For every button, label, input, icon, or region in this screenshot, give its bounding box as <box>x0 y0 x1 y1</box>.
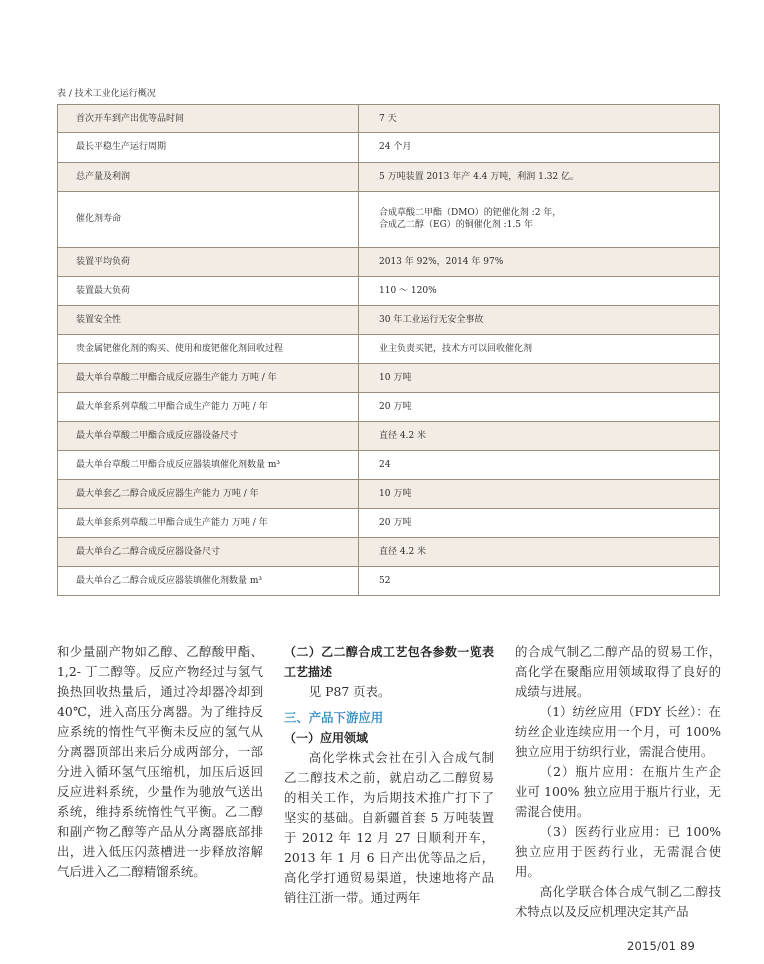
paragraph: 见 P87 页表。 <box>308 684 391 699</box>
row-value: 7 天 <box>359 105 720 133</box>
table-row <box>58 105 719 133</box>
section-heading: 三、产品下游应用 <box>284 710 384 725</box>
paragraph: （2）瓶片应用：在瓶片生产企业可 100% 独立应用于瓶片行业，无需混合使用。 <box>515 764 721 819</box>
row-value: 2013 年 92%，2014 年 97% <box>359 247 720 276</box>
table-row <box>58 451 719 480</box>
row-label: 催化剂寿命 <box>58 191 359 247</box>
row-label: 最大单台乙二醇合成反应器装填催化剂数量 m³ <box>58 567 359 595</box>
subsection-heading: （一）应用领域 <box>284 731 369 745</box>
row-label: 最大单台草酸二甲酯合成反应器设备尺寸 <box>58 422 359 451</box>
table-row <box>58 247 719 276</box>
paragraph: 的合成气制乙二醇产品的贸易工作，高化学在聚酯应用领域取得了良好的成绩与进展。 <box>515 644 721 699</box>
row-value-line: 合成乙二醇（EG）的铜催化剂 :1.5 年 <box>379 220 533 231</box>
row-label: 最大单台乙二醇合成反应器设备尺寸 <box>58 538 359 567</box>
paragraph: 高化学联合体合成气制乙二醇技术特点以及反应机理决定其产品 <box>515 884 721 919</box>
table-row <box>58 392 719 421</box>
row-value: 20 万吨 <box>359 509 720 538</box>
row-value <box>359 191 720 247</box>
row-value: 直径 4.2 米 <box>359 422 720 451</box>
row-value: 110 ～ 120% <box>359 276 720 305</box>
row-value: 20 万吨 <box>359 392 720 421</box>
row-value-line: 合成草酸二甲酯（DMO）的钯催化剂 :2 年， <box>379 208 562 219</box>
paragraph: （3）医药行业应用：已 100% 独立应用于医药行业，无需混合使用。 <box>515 824 721 879</box>
row-label: 最大单台草酸二甲酯合成反应器装填催化剂数量 m³ <box>58 451 359 480</box>
table-row <box>58 133 719 162</box>
table-row <box>58 422 719 451</box>
table-row <box>58 363 719 392</box>
text-column-3 <box>515 642 721 922</box>
row-label: 最大单套系列草酸二甲酯合成生产能力 万吨 / 年 <box>58 392 359 421</box>
table-row <box>58 480 719 509</box>
row-label: 首次开车到产出优等品时间 <box>58 105 359 133</box>
row-value: 10 万吨 <box>359 480 720 509</box>
row-value: 10 万吨 <box>359 363 720 392</box>
table-row <box>58 162 719 191</box>
table-caption: 表 / 技术工业化运行概况 <box>57 89 156 99</box>
row-value: 52 <box>359 567 720 595</box>
table-row <box>58 538 719 567</box>
technology-operation-table <box>57 104 720 596</box>
paragraph: 和少量副产物如乙醇、乙醇酸甲酯、1,2- 丁二醇等。反应产物经过与氢气换热回收热量后，通过冷却器冷却到 40℃，进入高压分离器。为了维持反应系统的惰性气平衡未反应的氢气从分离器顶部出来后分成两部分，一部分进入循环氢气压缩机，加压后返回反应进料系统，少量作为驰放气送出系统，维持系统惰性气平衡。乙二醇和副产物乙醇等产品从分离器底部排出，进入低压闪蒸槽进一步释放溶解气后进入乙二醇精馏系统。 <box>57 644 263 879</box>
row-label: 总产量及利润 <box>58 162 359 191</box>
table-row <box>58 509 719 538</box>
subsection-heading: （二）乙二醇合成工艺包各参数一览表工艺描述 <box>284 645 494 679</box>
row-label: 最大单套系列草酸二甲酯合成生产能力 万吨 / 年 <box>58 509 359 538</box>
row-label: 最大单台草酸二甲酯合成反应器生产能力 万吨 / 年 <box>58 363 359 392</box>
row-label: 装置安全性 <box>58 305 359 334</box>
row-label: 最长平稳生产运行周期 <box>58 133 359 162</box>
table-row <box>58 567 719 595</box>
paragraph: （1）纺丝应用（FDY 长丝）：在纺丝企业连续应用一个月，可 100% 独立应用于纺织行业，需混合使用。 <box>515 704 721 759</box>
table-row <box>58 334 719 363</box>
page-footer: 2015/01 89 <box>627 939 696 953</box>
row-label: 贵金属钯催化剂的购买、使用和废钯催化剂回收过程 <box>58 334 359 363</box>
paragraph: 高化学株式会社在引入合成气制乙二醇技术之前，就启动乙二醇贸易的相关工作，为后期技术推广打下了坚实的基础。自新疆首套 5 万吨装置于 2012 年 12 月 27 日顺利开车，2013 年 1 月 6 日产出优等品之后，高化学打通贸易渠道，快速地将产品销往江浙一带。通过两年 <box>284 750 494 905</box>
row-label: 装置最大负荷 <box>58 276 359 305</box>
row-value: 5 万吨装置 2013 年产 4.4 万吨，利润 1.32 亿。 <box>359 162 720 191</box>
table-row <box>58 305 719 334</box>
row-value: 24 个月 <box>359 133 720 162</box>
table-row <box>58 191 719 247</box>
row-label: 装置平均负荷 <box>58 247 359 276</box>
row-label: 最大单套乙二醇合成反应器生产能力 万吨 / 年 <box>58 480 359 509</box>
text-column-1 <box>57 642 263 882</box>
row-value: 直径 4.2 米 <box>359 538 720 567</box>
text-column-2 <box>284 642 494 908</box>
row-value: 30 年工业运行无安全事故 <box>359 305 720 334</box>
table-row <box>58 276 719 305</box>
row-value: 24 <box>359 451 720 480</box>
row-value: 业主负责买钯，技术方可以回收催化剂 <box>359 334 720 363</box>
